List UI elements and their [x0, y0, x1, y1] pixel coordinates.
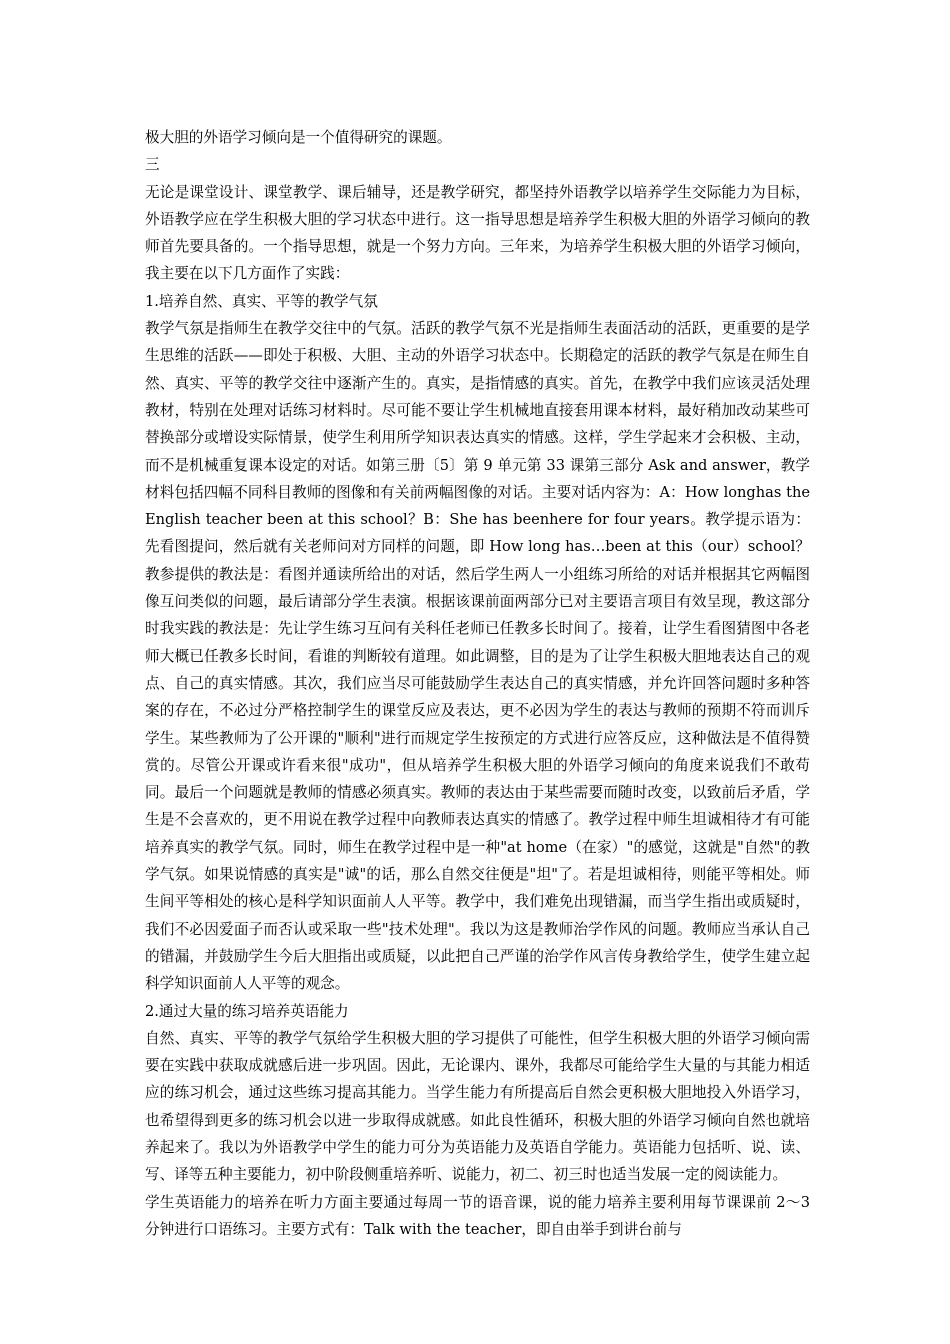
paragraph-intro-tail: 极大胆的外语学习倾向是一个值得研究的课题。 — [145, 129, 452, 146]
paragraph-guiding-idea: 无论是课堂设计、课堂教学、课后辅导，还是教学研究，都坚持外语教学以培养学生交际能力为目标，外语教学应在学生积极大胆的学习状态中进行。这一指导思想是培养学生积极大胆的外语学习倾向的教师首先要具备的。一个指导思想，就是一个努力方向。三年来，为培养学生积极大胆的外语学习倾向，我主要在以下几方面作了实践： — [145, 183, 810, 283]
subheading-practice: 2.通过大量的练习培养英语能力 — [145, 1002, 349, 1020]
document-page — [145, 124, 810, 1243]
paragraph-listening-speaking: 学生英语能力的培养在听力方面主要通过每周一节的语音课，说的能力培养主要利用每节课课前 2～3 分钟进行口语练习。主要方式有：Talk with the teacher，即自由举手到讲台前与 — [145, 1193, 810, 1238]
paragraph-atmosphere: 教学气氛是指师生在教学交往中的气氛。活跃的教学气氛不光是指师生表面活动的活跃，更重要的是学生思维的活跃——即处于积极、大胆、主动的外语学习状态中。长期稳定的活跃的教学气氛是在师生自然、真实、平等的教学交往中逐渐产生的。真实，是指情感的真实。首先，在教学中我们应该灵活处理教材，特别在处理对话练习材料时。尽可能不要让学生机械地直接套用课本材料，最好稍加改动某些可替换部分或增设实际情景，使学生利用所学知识表达真实的情感。这样，学生学起来才会积极、主动，而不是机械重复课本设定的对话。如第三册〔5〕第 9 单元第 33 课第三部分 Ask and answer，教学材料包括四幅不同科目教师的图像和有关前两幅图像的对话。主要对话内容为：A：How longhas the English teacher been at this school？B：She has beenhere for four years。教学提示语为：先看图提问，然后就有关老师问对方同样的问题，即 How long has…been at this（our）school？教参提供的教法是：看图并通读所给出的对话，然后学生两人一小组练习所给的对话并根据其它两幅图像互问类似的问题，最后请部分学生表演。根据该课前面两部分已对主要语言项目有效呈现，教这部分时我实践的教法是：先让学生练习互问有关科任老师已任教多长时间了。接着，让学生看图猜图中各老师大概已任教多长时间，看谁的判断较有道理。如此调整，目的是为了让学生积极大胆地表达自己的观点、自己的真实情感。其次，我们应当尽可能鼓励学生表达自己的真实情感，并允许回答问题时多种答案的存在，不必过分严格控制学生的课堂反应及表达，更不必因为学生的表达与教师的预期不符而训斥学生。某些教师为了公开课的"顺利"进行而规定学生按预定的方式进行应答反应，这种做法是不值得赞赏的。尽管公开课或许看来很"成功"，但从培养学生积极大胆的外语学习倾向的角度来说我们不敢苟同。最后一个问题就是教师的情感必须真实。教师的表达由于某些需要而随时改变，以致前后矛盾，学生是不会喜欢的，更不用说在教学过程中向教师表达真实的情感了。教学过程中师生坦诚相待才有可能培养真实的教学气氛。同时，师生在教学过程中是一种"at home（在家）"的感觉，这就是"自然"的教学气氛。如果说情感的真实是"诚"的话，那么自然交往便是"坦"了。若是坦诚相待，则能平等相处。师生间平等相处的核心是科学知识面前人人平等。教学中，我们难免出现错漏，而当学生指出或质疑时，我们不必因爱面子而否认或采取一些"技术处理"。我以为这是教师治学作风的问题。教师应当承认自己的错漏，并鼓励学生今后大胆指出或质疑，以此把自己严谨的治学作风言传身教给学生，使学生建立起科学知识面前人人平等的观念。 — [145, 320, 810, 993]
section-heading-three: 三 — [145, 156, 160, 174]
paragraph-practice: 自然、真实、平等的教学气氛给学生积极大胆的学习提供了可能性，但学生积极大胆的外语学习倾向需要在实践中获取成就感后进一步巩固。因此，无论课内、课外，我都尽可能给学生大量的与其能力相适应的练习机会，通过这些练习提高其能力。当学生能力有所提高后自然会更积极大胆地投入外语学习，也希望得到更多的练习机会以进一步取得成就感。如此良性循环，积极大胆的外语学习倾向自然也就培养起来了。我以为外语教学中学生的能力可分为英语能力及英语自学能力。英语能力包括听、说、读、写、译等五种主要能力，初中阶段侧重培养听、说能力，初二、初三时也适当发展一定的阅读能力。 — [145, 1029, 810, 1184]
subheading-atmosphere: 1.培养自然、真实、平等的教学气氛 — [145, 292, 378, 310]
